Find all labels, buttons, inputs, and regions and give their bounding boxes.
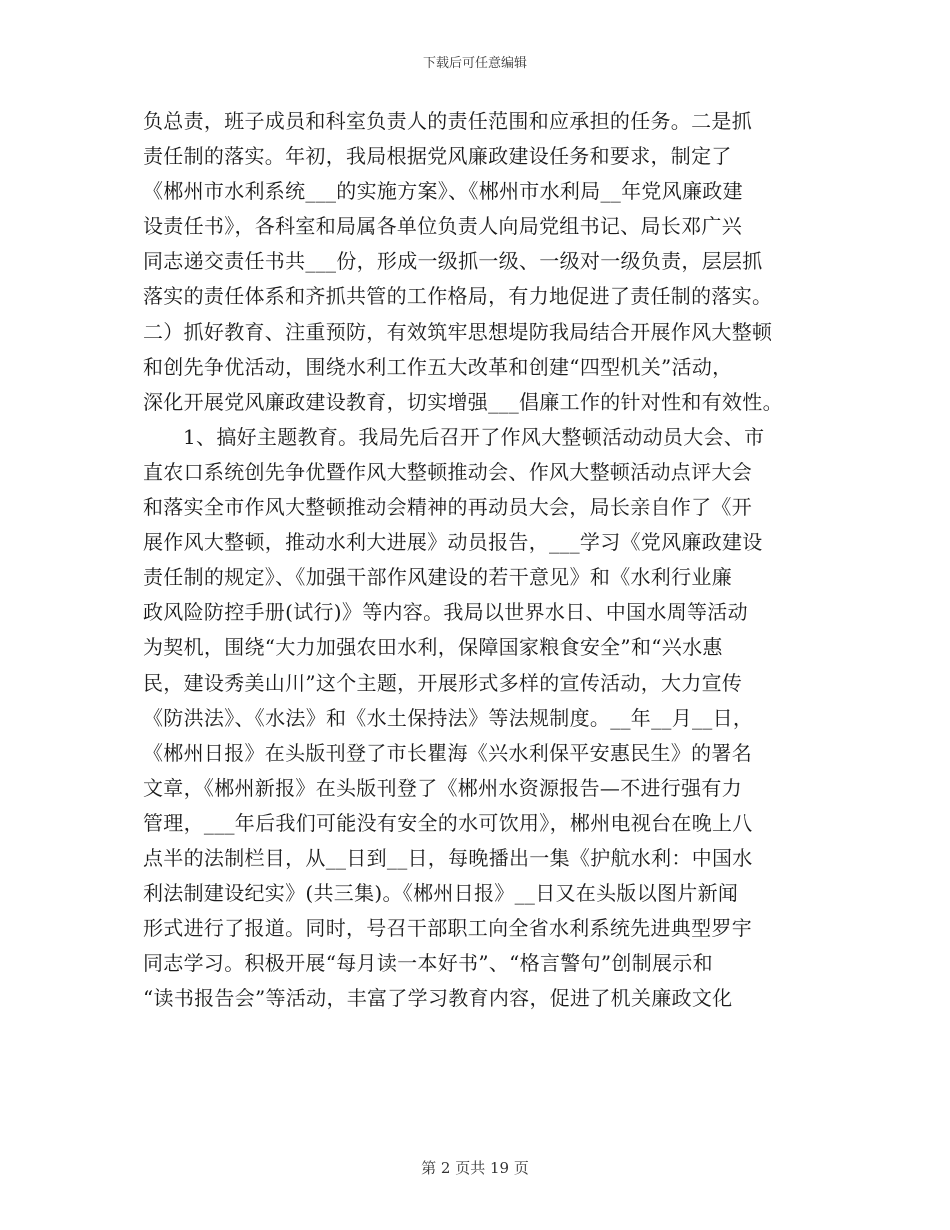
- text-line: 深化开展党风廉政建设教育，切实增强___倡廉工作的针对性和有效性。: [143, 389, 783, 414]
- text-line: 点半的法制栏目，从__日到__日，每晚播出一集《护航水利：中国水: [143, 845, 753, 870]
- text-line: 落实的责任体系和齐抓共管的工作格局，有力地促进了责任制的落实。: [143, 284, 773, 309]
- text-line: 展作风大整顿，推动水利大进展》动员报告，___学习《党风廉政建设: [143, 530, 763, 555]
- document-body: [143, 104, 823, 1016]
- text-line: 民，建设秀美山川”这个主题，开展形式多样的宣传活动，大力宣传: [143, 670, 743, 695]
- text-line: 和落实全市作风大整顿推动会精神的再动员大会，局长亲自作了《开: [143, 495, 752, 520]
- text-line: 《郴州市水利系统___的实施方案》、《郴州市水利局__年党风廉政建: [143, 179, 743, 204]
- text-line: 同志递交责任书共___份，形成一级抓一级、一级对一级负责，层层抓: [143, 249, 763, 274]
- text-line: 直农口系统创先争优暨作风大整顿推动会、作风大整顿活动点评大会: [143, 459, 752, 484]
- text-line: 形式进行了报道。同时，号召干部职工向全省水利系统先进典型罗宇: [143, 916, 752, 941]
- text-line: 二）抓好教育、注重预防，有效筑牢思想堤防我局结合开展作风大整顿: [143, 319, 773, 344]
- text-line: 《郴州日报》在头版刊登了市长瞿海《兴水利保平安惠民生》的署名: [143, 740, 752, 765]
- text-line: 责任制的规定》、《加强干部作风建设的若干意见》和《水利行业廉: [143, 565, 732, 590]
- text-line: 同志学习。积极开展“每月读一本好书”、“格言警句”创制展示和: [143, 951, 713, 976]
- text-line: 《防洪法》、《水法》和《水土保持法》等法规制度。__年__月__日，: [143, 705, 754, 730]
- text-line: 管理，___年后我们可能没有安全的水可饮用》，郴州电视台在晚上八: [143, 810, 753, 835]
- text-line: 为契机，围绕“大力加强农田水利，保障国家粮食安全”和“兴水惠: [143, 635, 723, 660]
- page-footer: 第 2 页共 19 页: [421, 1159, 529, 1177]
- text-line: 文章，《郴州新报》在头版刊登了《郴州水资源报告—不进行强有力: [143, 775, 742, 800]
- text-line: 设责任书》，各科室和局属各单位负责人向局党组书记、局长邓广兴: [143, 214, 742, 239]
- paragraph-start-line: 1、搞好主题教育。我局先后召开了作风大整顿活动动员大会、市: [183, 424, 765, 449]
- text-line: “读书报告会”等活动，丰富了学习教育内容，促进了机关廉政文化: [143, 986, 733, 1011]
- text-line: 责任制的落实。年初，我局根据党风廉政建设任务和要求，制定了: [143, 144, 732, 169]
- text-line: 和创先争优活动，围绕水利工作五大改革和创建“四型机关”活动，: [143, 354, 733, 379]
- text-line: 负总责，班子成员和科室负责人的责任范围和应承担的任务。二是抓: [143, 109, 752, 133]
- text-line: 利法制建设纪实》(共三集)。《郴州日报》__日又在头版以图片新闻: [143, 881, 739, 906]
- text-line: 政风险防控手册(试行)》等内容。我局以世界水日、中国水周等活动: [143, 600, 748, 625]
- page-header: 下载后可任意编辑: [422, 56, 527, 71]
